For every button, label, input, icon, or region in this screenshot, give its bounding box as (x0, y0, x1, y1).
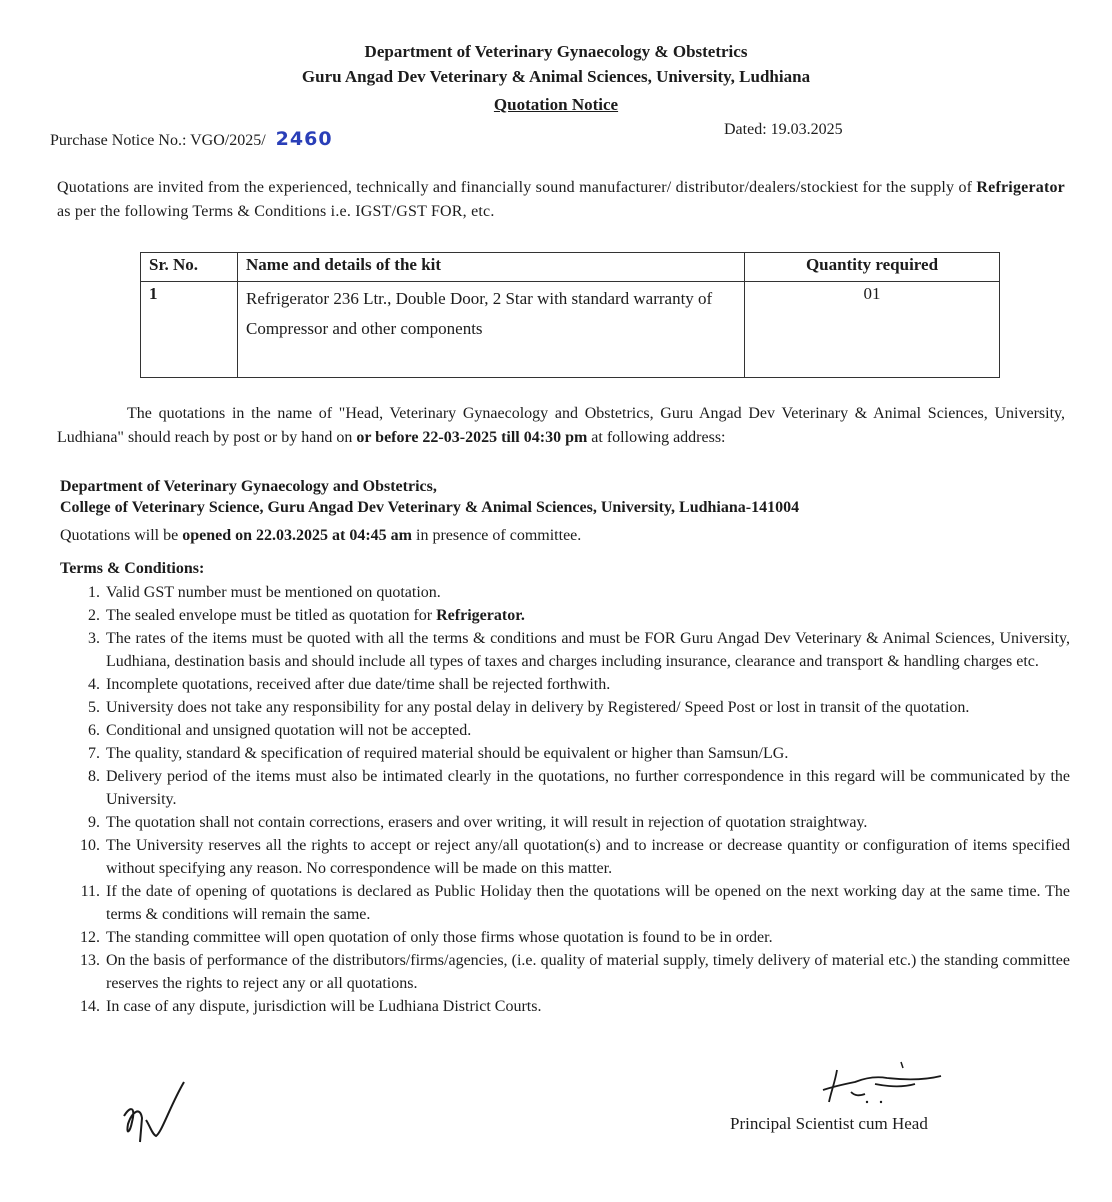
list-item (58, 834, 1070, 880)
signatory-designation: Principal Scientist cum Head (730, 1114, 928, 1133)
submission-text-before: The quotations in the name of "Head, Veterinary Gynaecology and Obstetrics, Guru Angad Dev Veterinary & Animal Sciences, University, Ludhiana" should reach by post or by hand on (57, 405, 1065, 446)
term-number: 6. (88, 722, 100, 739)
opening-text-after: in presence of committee. (412, 527, 582, 544)
list-item (58, 719, 1070, 742)
term-number: 10. (80, 837, 100, 854)
university-heading: Guru Angad Dev Veterinary & Animal Sciences, University, Ludhiana (301, 67, 811, 86)
kit-table (140, 252, 1000, 378)
term-text-bold: Refrigerator. (436, 607, 525, 624)
list-item (58, 926, 1070, 949)
term-text: The quotation shall not contain corrections, erasers and over writing, it will result in rejection of quotation straightway. (106, 814, 868, 831)
term-number: 7. (88, 745, 100, 762)
list-item (58, 627, 1070, 673)
purchase-notice-number (50, 128, 333, 150)
purchase-notice-label: Purchase Notice No.: VGO/2025/ (50, 132, 266, 149)
submission-text-after: at following address: (587, 429, 726, 446)
term-text: Incomplete quotations, received after due date/time shall be rejected forthwith. (106, 676, 611, 693)
term-text: The University reserves all the rights to accept or reject any/all quotation(s) and to increase or decrease quantity or configuration of items specified without specifying any reason. No correspondence will be made on this matter. (106, 837, 1070, 877)
header-kit-details: Name and details of the kit (238, 253, 745, 282)
term-text: Delivery period of the items must also be intimated clearly in the quotations, no further correspondence in this regard will be communicated by the University. (106, 768, 1070, 808)
header-quantity: Quantity required (745, 253, 1000, 282)
term-text: On the basis of performance of the distributors/firms/agencies, (i.e. quality of material supply, timely delivery of material etc.) the standing committee reserves the rights to reject any or all quotations. (106, 952, 1070, 992)
term-text: The standing committee will open quotation of only those firms whose quotation is found to be in order. (106, 929, 773, 946)
submission-deadline: or before 22-03-2025 till 04:30 pm (356, 429, 588, 446)
header-sr-no: Sr. No. (141, 253, 238, 282)
term-number: 2. (88, 607, 100, 624)
head-signature (815, 1058, 955, 1114)
term-text: If the date of opening of quotations is declared as Public Holiday then the quotations will be opened on the next working day at the same time. The terms & conditions will remain the same. (106, 883, 1070, 923)
list-item (58, 696, 1070, 719)
kit-table-header (141, 253, 1000, 282)
term-text: The rates of the items must be quoted with all the terms & conditions and must be FOR Guru Angad Dev Veterinary & Animal Sciences, University, Ludhiana, destination basis and should include all types of taxes and charges including insurance, clearance and transport & handling charges etc. (106, 630, 1070, 670)
list-item (58, 581, 1070, 604)
initials-signature (110, 1076, 200, 1156)
terms-heading: Terms & Conditions: (60, 560, 205, 577)
term-text: Conditional and unsigned quotation will not be accepted. (106, 722, 472, 739)
list-item (58, 673, 1070, 696)
notice-date: Dated: 19.03.2025 (724, 121, 843, 138)
intro-text-after: as per the following Terms & Conditions i.e. IGST/GST FOR, etc. (57, 203, 495, 220)
opening-date: opened on 22.03.2025 at 04:45 am (182, 527, 412, 544)
term-text: The quality, standard & specification of required material should be equivalent or higher than Samsun/LG. (106, 745, 789, 762)
term-text (106, 604, 1070, 627)
list-item (58, 995, 1070, 1018)
intro-item: Refrigerator (976, 179, 1065, 196)
list-item (58, 949, 1070, 995)
address-line-1: Department of Veterinary Gynaecology and Obstetrics, (60, 478, 437, 495)
term-number: 9. (88, 814, 100, 831)
row-quantity: 01 (745, 282, 1000, 378)
handwritten-notice-number: 2460 (275, 128, 333, 150)
list-item (58, 880, 1070, 926)
term-text: University does not take any responsibility for any postal delay in delivery by Registered/ Speed Post or lost in transit of the quotation. (106, 699, 970, 716)
list-item (58, 765, 1070, 811)
table-row (141, 282, 1000, 378)
list-item (58, 604, 1070, 627)
term-number: 13. (80, 952, 100, 969)
term-number: 8. (88, 768, 100, 785)
opening-statement (60, 527, 581, 545)
term-number: 12. (80, 929, 100, 946)
terms-list (58, 581, 1070, 1018)
term-number: 14. (80, 998, 100, 1015)
term-number: 11. (80, 883, 100, 900)
row-kit-details: Refrigerator 236 Ltr., Double Door, 2 Star with standard warranty of Compressor and other components (238, 282, 745, 378)
term-number: 1. (88, 584, 100, 601)
list-item (58, 742, 1070, 765)
notice-title: Quotation Notice (493, 95, 619, 114)
list-item (58, 811, 1070, 834)
intro-paragraph (57, 176, 1065, 224)
department-heading: Department of Veterinary Gynaecology & Obstetrics (364, 42, 748, 61)
intro-text-before: Quotations are invited from the experienced, technically and financially sound manufacturer/ distributor/dealers/stockiest for the supply of (57, 179, 977, 196)
term-number: 5. (88, 699, 100, 716)
opening-text-before: Quotations will be (60, 527, 183, 544)
submission-paragraph (57, 402, 1065, 450)
term-text: In case of any dispute, jurisdiction will be Ludhiana District Courts. (106, 998, 542, 1015)
term-number: 4. (88, 676, 100, 693)
address-line-2: College of Veterinary Science, Guru Angad Dev Veterinary & Animal Sciences, University, Ludhiana-141004 (60, 499, 800, 516)
term-text-plain: The sealed envelope must be titled as quotation for (106, 607, 437, 624)
row-sr-no: 1 (141, 282, 238, 378)
term-text: Valid GST number must be mentioned on quotation. (106, 584, 441, 601)
term-number: 3. (88, 630, 100, 647)
